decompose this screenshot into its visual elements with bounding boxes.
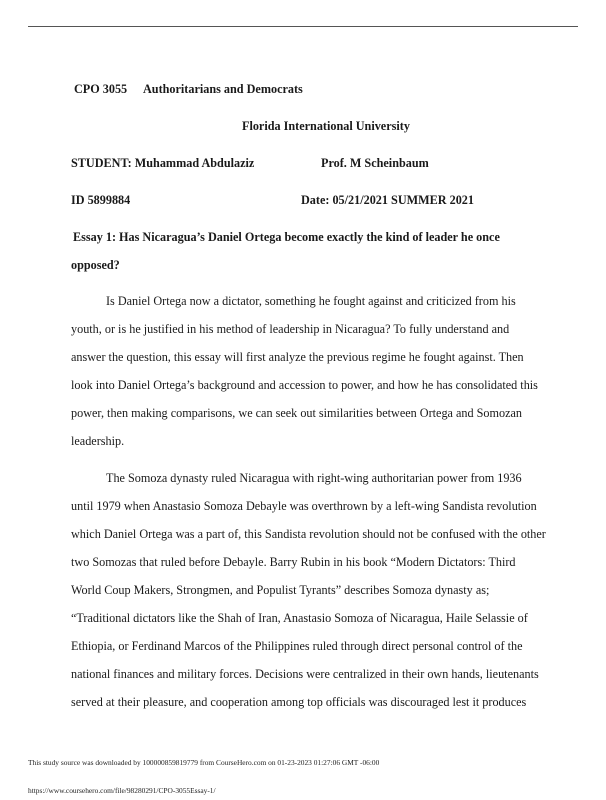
student-name: STUDENT: Muhammad Abdulaziz	[71, 156, 255, 170]
submission-date: Date: 05/21/2021 SUMMER 2021	[301, 193, 474, 207]
body-line: The Somoza dynasty ruled Nicaragua with right-wing authoritarian power from 1936	[106, 471, 522, 485]
essay-title-line-2: opposed?	[71, 258, 120, 272]
source-url[interactable]: https://www.coursehero.com/file/98280291/CPO-3055Essay-1/	[28, 786, 216, 795]
body-line: national finances and military forces. Decisions were centralized in their own hands, lieutenants	[71, 667, 539, 681]
top-rule	[28, 26, 578, 27]
student-id: ID 5899884	[71, 193, 131, 207]
university-name: Florida International University	[242, 119, 410, 133]
body-line: power, then making comparisons, we can seek out similarities between Ortega and Somozan	[71, 406, 522, 420]
body-line: leadership.	[71, 434, 125, 448]
body-line: until 1979 when Anastasio Somoza Debayle was overthrown by a left-wing Sandista revolution	[71, 499, 537, 513]
body-line: two Somozas that ruled before Debayle. Barry Rubin in his book “Modern Dictators: Third	[71, 555, 516, 569]
essay-title-line-1: Essay 1: Has Nicaragua’s Daniel Ortega become exactly the kind of leader he once	[73, 230, 500, 244]
body-line: youth, or is he justified in his method of leadership in Nicaragua? To fully understand and	[71, 322, 510, 336]
body-line: look into Daniel Ortega’s background and accession to power, and how he has consolidated this	[71, 378, 538, 392]
body-line: Is Daniel Ortega now a dictator, something he fought against and criticized from his	[106, 294, 516, 308]
body-line: Ethiopia, or Ferdinand Marcos of the Philippines ruled through direct personal control of the	[71, 639, 523, 653]
body-line: World Coup Makers, Strongmen, and Populist Tyrants” describes Somoza dynasty as;	[71, 583, 490, 597]
body-line: answer the question, this essay will first analyze the previous regime he fought against. Then	[71, 350, 524, 364]
body-line: “Traditional dictators like the Shah of Iran, Anastasio Somoza of Nicaragua, Haile Selassie of	[71, 611, 528, 625]
download-source-notice: This study source was downloaded by 100000859819779 from CourseHero.com on 01-23-2023 01:27:06 GMT -06:00	[28, 758, 380, 767]
course-code: CPO 3055	[74, 82, 128, 96]
body-line: which Daniel Ortega was a part of, this Sandista revolution should not be confused with the other	[71, 527, 546, 541]
body-line: served at their pleasure, and cooperation among top officials was discouraged lest it produces	[71, 695, 527, 709]
professor-name: Prof. M Scheinbaum	[321, 156, 429, 170]
course-title: Authoritarians and Democrats	[143, 82, 303, 96]
